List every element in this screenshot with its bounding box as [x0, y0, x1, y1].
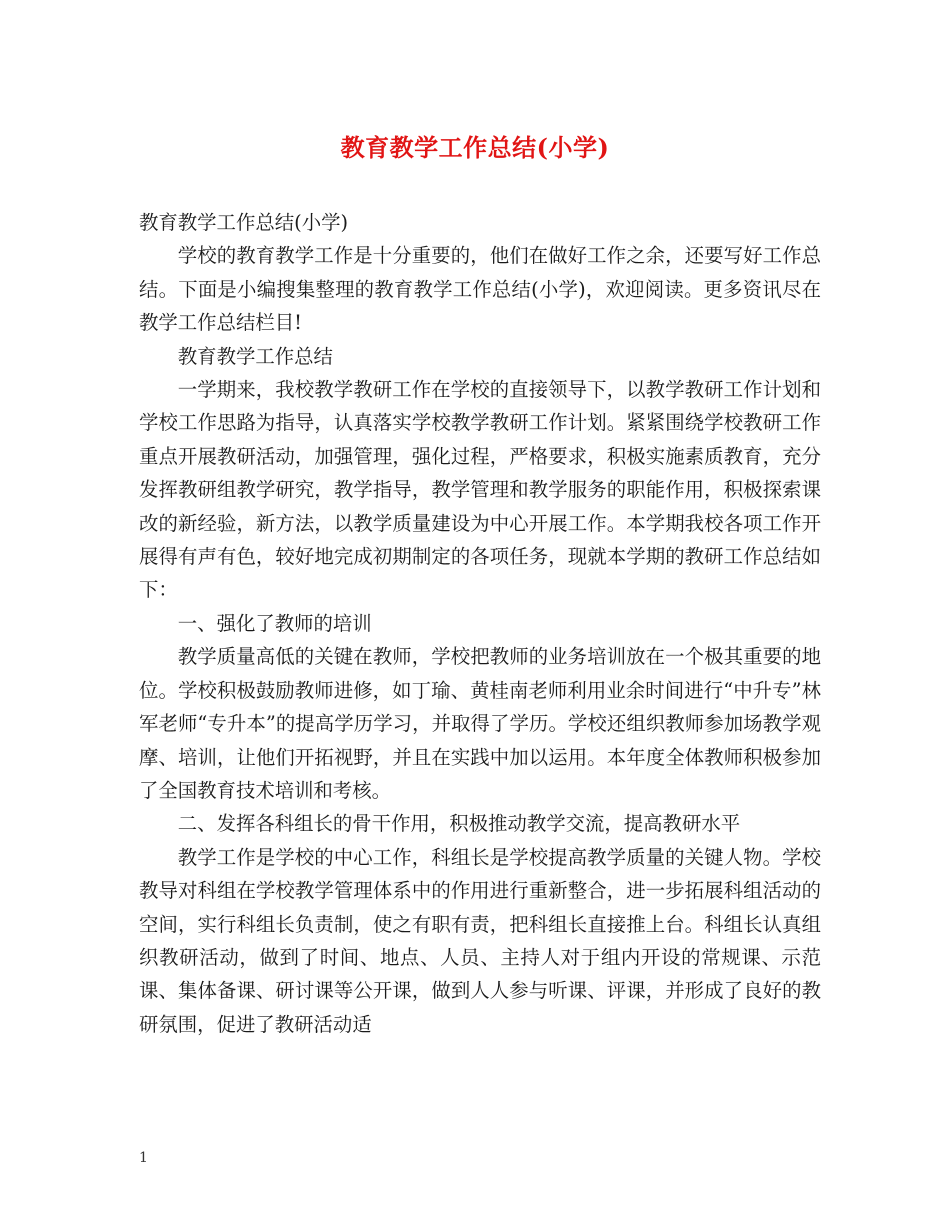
page-number: 1 — [139, 1150, 148, 1166]
paragraph-section-2: 教学工作是学校的中心工作，科组长是学校提高教学质量的关键人物。学校教导对科组在学校教学管理体系中的作用进行重新整合，进一步拓展科组活动的空间，实行科组长负责制，使之有职有责，把科组长直接推上台。科组长认真组织教研活动，做到了时间、地点、人员、主持人对于组内开设的常规课、示范课、集体备课、研讨课等公开课，做到人人参与听课、评课，并形成了良好的教研氛围，促进了教研活动适 — [139, 845, 821, 1036]
paragraph-overview: 一学期来，我校教学教研工作在学校的直接领导下，以教学教研工作计划和学校工作思路为指导，认真落实学校教学教研工作计划。紧紧围绕学校教研工作重点开展教研活动，加强管理，强化过程，严格要求，积极实施素质教育，充分发挥教研组教学研究，教学指导，教学管理和教学服务的职能作用，积极探索课改的新经验，新方法，以教学质量建设为中心开展工作。本学期我校各项工作开展得有声有色，较好地完成初期制定的各项任务，现就本学期的教研工作总结如下： — [139, 378, 821, 602]
section-heading-2: 二、发挥各科组长的骨干作用，积极推动教学交流，提高教研水平 — [177, 812, 741, 836]
paragraph-intro: 学校的教育教学工作是十分重要的，他们在做好工作之余，还要写好工作总结。下面是小编搜集整理的教育教学工作总结(小学)，欢迎阅读。更多资讯尽在教学工作总结栏目! — [139, 244, 821, 335]
document-title: 教育教学工作总结(小学) — [340, 133, 610, 162]
section-heading-1: 一、强化了教师的培训 — [177, 611, 372, 635]
paragraph-subtitle: 教育教学工作总结 — [177, 344, 333, 368]
paragraph-section-1: 教学质量高低的关键在教师，学校把教师的业务培训放在一个极其重要的地位。学校积极鼓励教师进修，如丁瑜、黄桂南老师利用业余时间进行“中升专”林军老师“专升本”的提高学历学习，并取得了学历。学校还组织教师参加场教学观摩、培训，让他们开拓视野，并且在实践中加以运用。本年度全体教师积极参加了全国教育技术培训和考核。 — [139, 645, 821, 802]
document-body — [139, 206, 821, 1041]
paragraph-heading: 教育教学工作总结(小学) — [139, 211, 349, 234]
